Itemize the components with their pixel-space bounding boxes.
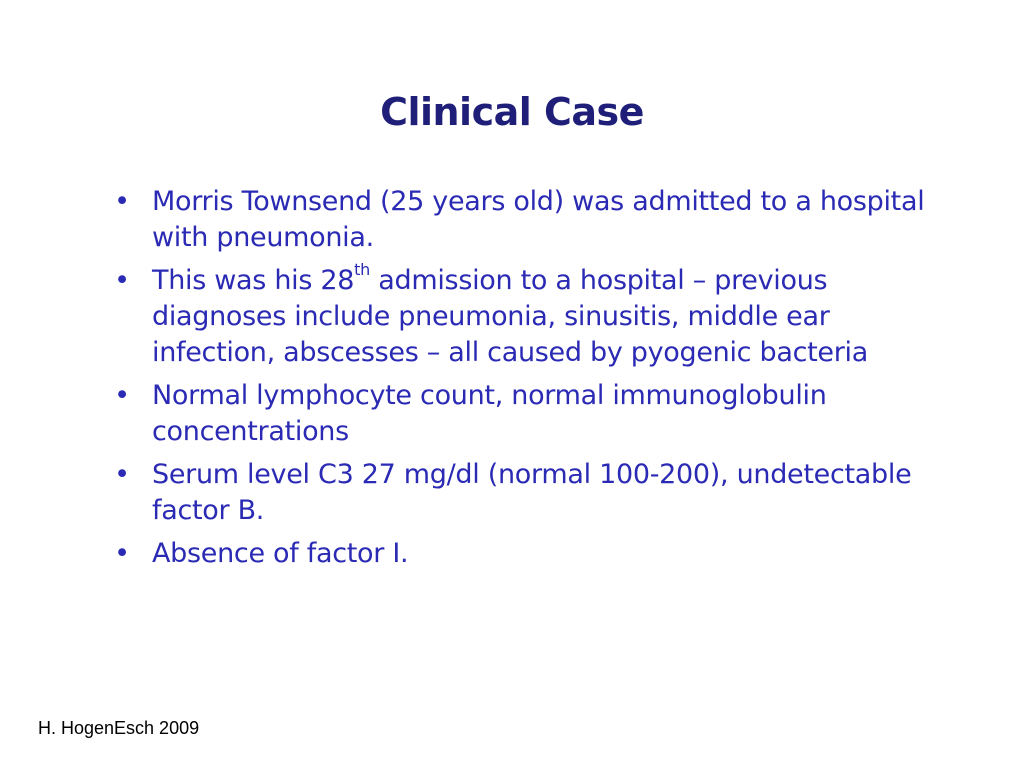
slide-title: Clinical Case — [380, 90, 644, 134]
bullet-list — [112, 184, 942, 579]
bullet-text: Absence of factor I. — [152, 538, 409, 569]
bullet-text: Serum level C3 27 mg/dl (normal 100-200), undetectable factor B. — [152, 459, 912, 526]
bullet-item — [112, 536, 942, 572]
bullet-icon: • — [114, 380, 130, 411]
bullet-text-start: This was his 28 — [152, 265, 355, 296]
bullet-item — [112, 457, 942, 529]
bullet-item — [112, 260, 942, 371]
bullet-icon: • — [114, 186, 130, 217]
bullet-icon: • — [114, 265, 130, 296]
footer-credit: H. HogenEsch 2009 — [38, 718, 200, 738]
bullet-text — [152, 260, 868, 368]
bullet-text-rest: admission to a hospital – previous diagnoses include pneumonia, sinusitis, middle ear infection, abscesses – all caused by pyogenic bacteria — [152, 265, 868, 368]
bullet-icon: • — [114, 459, 130, 490]
ordinal-suffix: th — [354, 260, 370, 279]
bullet-text: Morris Townsend (25 years old) was admitted to a hospital with pneumonia. — [152, 186, 925, 253]
bullet-item — [112, 184, 942, 256]
bullet-text: Normal lymphocyte count, normal immunoglobulin concentrations — [152, 380, 827, 447]
bullet-item — [112, 378, 942, 450]
bullet-icon: • — [114, 538, 130, 569]
